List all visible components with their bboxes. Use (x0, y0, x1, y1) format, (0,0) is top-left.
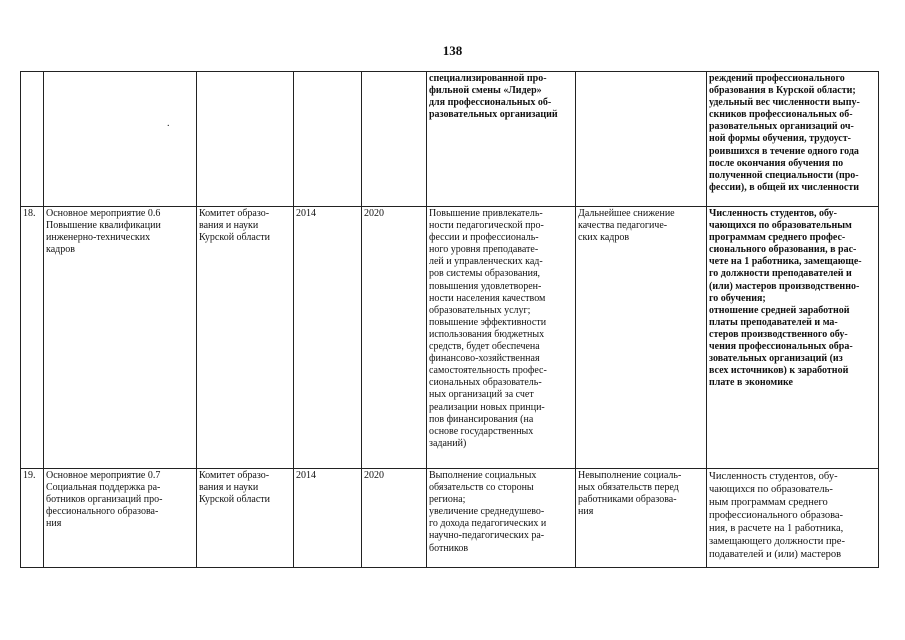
row-number-cell: 19. (21, 469, 44, 568)
expected-results-cell: специализированной про- фильной смены «Лидер» для профессиональных об- разовательных организаций (427, 72, 576, 207)
executor-cell: Комитет образо- вания и науки Курской области (197, 207, 294, 469)
row-number-cell (21, 72, 44, 207)
expected-results-cell: Повышение привлекатель- ности педагогической про- фессии и профессиональ- ного уровня преподавате- лей и управленческих кад- ров системы образования, повышения удовлетворен- ности населения качеством образовательных услуг; повышение эффективности использования бюджетных средств, будет обеспечена финансово-хозяйственная самостоятельность профес- сиональных образователь- ных организаций за счет реализации новых принци- пов финансирования (на основе государственных заданий) (427, 207, 576, 469)
stray-mark: . (167, 118, 170, 129)
start-year-cell (294, 72, 362, 207)
expected-results-cell: Выполнение социальных обязательств со стороны региона; увеличение среднедушево- го дохода педагогических и научно-педагогических ра- ботников (427, 469, 576, 568)
table-row (21, 207, 879, 469)
consequences-cell: Дальнейшее снижение качества педагогиче- ских кадров (576, 207, 707, 469)
indicators-cell: реждений профессионального образования в Курской области; удельный вес численности выпу- скников профессиональных об- разовательных организаций оч- ной формы обучения, трудоуст- роившихся в течение одного года после окончания обучения по полученной специальности (про- фессии), в общей их численности (707, 72, 879, 207)
end-year-cell: 2020 (362, 469, 427, 568)
consequences-cell (576, 72, 707, 207)
page-number: 138 (442, 43, 463, 58)
end-year-cell: 2020 (362, 207, 427, 469)
consequences-cell: Невыполнение социаль- ных обязательств перед работниками образова- ния (576, 469, 707, 568)
measure-name-cell: Основное мероприятие 0.7 Социальная поддержка ра- ботников организаций про- фессионального образова- ния (44, 469, 197, 568)
executor-cell: Комитет образо- вания и науки Курской области (197, 469, 294, 568)
measure-name-cell (44, 72, 197, 207)
end-year-cell (362, 72, 427, 207)
table-row (21, 72, 879, 207)
program-measures-table (20, 71, 879, 568)
row-number-cell: 18. (21, 207, 44, 469)
executor-cell (197, 72, 294, 207)
measure-name-cell: Основное мероприятие 0.6 Повышение квалификации инженерно-технических кадров (44, 207, 197, 469)
start-year-cell: 2014 (294, 469, 362, 568)
indicators-cell: Численность студентов, обу- чающихся по образовательным программам среднего профес- сионального образования, в рас- чете на 1 работника, замещающе- го должности преподавателей и (или) мастеров производственно- го обучения; отношение средней заработной платы преподавателей и ма- стеров производственного обу- чения профессиональных обра- зовательных организаций (из всех источников) к заработной плате в экономике (707, 207, 879, 469)
start-year-cell: 2014 (294, 207, 362, 469)
indicators-cell: Численность студентов, обу- чающихся по образователь- ным программам среднего профессионального образова- ния, в расчете на 1 работника, замещающего должности пре- подавателей и (или) мастеров (707, 469, 879, 568)
table-row (21, 469, 879, 568)
